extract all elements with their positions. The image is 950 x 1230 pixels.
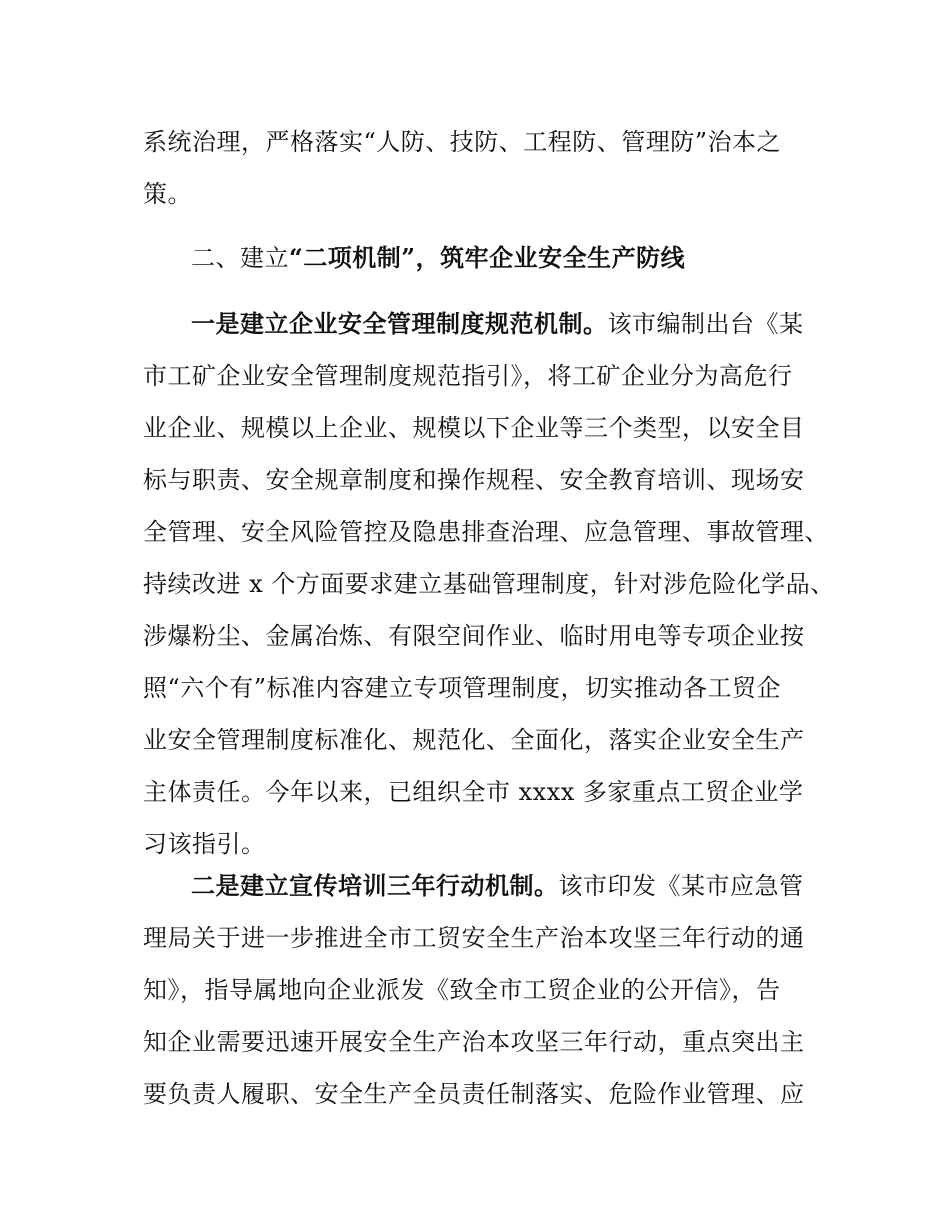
paragraph-first-line: [143, 298, 833, 350]
heading-emphasis: “二项机制”，筑牢企业安全生产防线: [289, 243, 686, 272]
text-line: 涉爆粉尘、金属冶炼、有限空间作业、临时用电等专项企业按: [143, 622, 805, 650]
section-heading-line: [143, 232, 833, 284]
text-line: 策。: [143, 180, 192, 208]
text-line: 标与职责、安全规章制度和操作规程、安全教育培训、现场安: [143, 466, 805, 494]
text-line: 业安全管理制度标准化、规范化、全面化，落实企业安全生产: [143, 726, 805, 754]
section-heading: [143, 232, 833, 284]
heading-prefix: 二、建立: [191, 244, 289, 272]
text-line: 主体责任。今年以来，已组织全市 xxxx 多家重点工贸企业学: [143, 778, 804, 806]
text-line: 系统治理，严格落实“人防、技防、工程防、管理防”治本之: [143, 128, 782, 156]
text-line: 全管理、安全风险管控及隐患排查治理、应急管理、事故管理、: [143, 518, 829, 546]
paragraph-2: [143, 860, 833, 1120]
paragraph-text: 该市印发《某市应急管: [558, 872, 804, 900]
text-line: 照“六个有”标准内容建立专项管理制度，切实推动各工贸企: [143, 674, 782, 702]
text-line: 市工矿企业安全管理制度规范指引》，将工矿企业分为高危行: [143, 362, 793, 390]
text-line: 要负责人履职、安全生产全员责任制落实、危险作业管理、应: [143, 1080, 805, 1108]
paragraph-text: 该市编制出台《某: [607, 310, 804, 338]
text-line: 理局关于进一步推进全市工贸安全生产治本攻坚三年行动的通: [143, 924, 805, 952]
intro-paragraph: [143, 116, 833, 220]
paragraph-1: [143, 298, 833, 870]
text-line: 持续改进 x 个方面要求建立基础管理制度，针对涉危险化学品、: [143, 570, 835, 598]
paragraph-lead: 一是建立企业安全管理制度规范机制。: [191, 309, 608, 338]
paragraph-first-line: [143, 860, 833, 912]
text-line: 习该指引。: [143, 830, 266, 858]
text-line: 业企业、规模以上企业、规模以下企业等三个类型，以安全目: [143, 414, 805, 442]
text-line: 知》，指导属地向企业派发《致全市工贸企业的公开信》，告: [143, 976, 781, 1004]
text-line: 知企业需要迅速开展安全生产治本攻坚三年行动，重点突出主: [143, 1028, 805, 1056]
paragraph-lead: 二是建立宣传培训三年行动机制。: [191, 871, 559, 900]
